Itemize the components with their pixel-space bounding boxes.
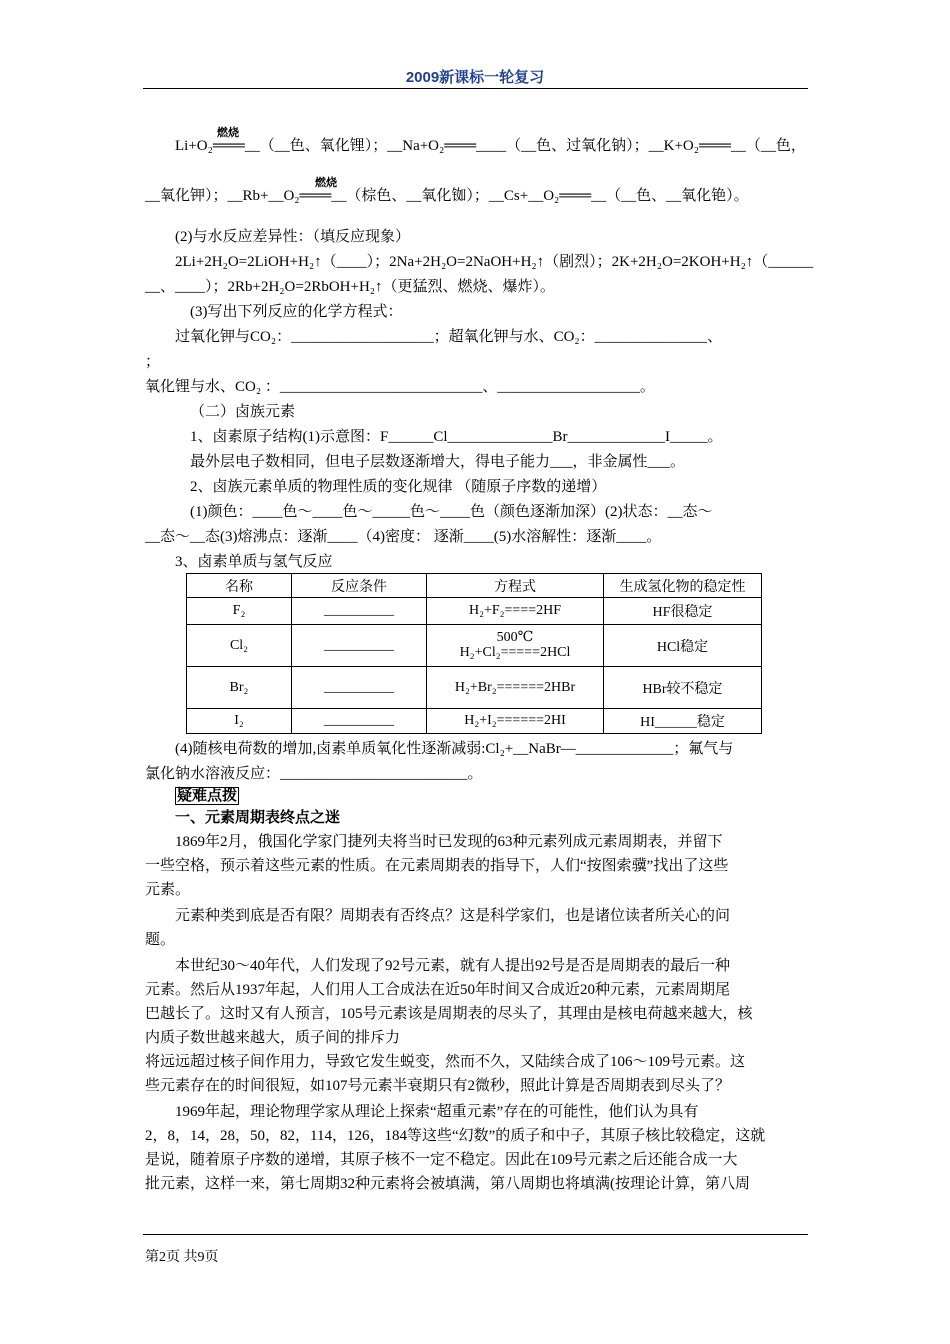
text-line: (2)与水反应差异性：（填反应现象） <box>175 229 410 245</box>
paragraph-line: 内质子数世越来越大，质子间的排斥力 <box>145 1030 401 1046</box>
table-row <box>187 709 762 734</box>
page-number: 第2页 共9页 <box>145 1250 219 1265</box>
table-cell: Cl₂ <box>187 625 292 667</box>
text-line: __、____）；2Rb+2H₂O=2RbOH+H₂↑（更猛烈、燃烧、爆炸）。 <box>145 279 556 295</box>
paragraph-line: 题。 <box>145 932 176 948</box>
table-header-cell: 名称 <box>187 574 292 598</box>
paragraph-line: 元素种类到底是否有限？周期表有否终点？这是科学家们，也是诸位读者所关心的问 <box>175 908 731 924</box>
text-line: (1)颜色：____色～____色～_____色～____色（颜色逐渐加深）(2)状态：__态～ <box>190 504 713 520</box>
footer-rule <box>143 1234 808 1235</box>
reaction-condition-label: 500℃ <box>496 629 534 645</box>
halogen-hydrogen-table <box>186 573 762 734</box>
paragraph-line: 元素。 <box>145 882 191 898</box>
text-line: (3)写出下列反应的化学方程式： <box>190 304 403 320</box>
text-line: 氯化钠水溶液反应：_________________________。 <box>145 766 483 782</box>
paragraph-line: 将远远超过核子间作用力，导致它发生蜕变，然而不久，又陆续合成了106～109号元素。这 <box>145 1054 746 1070</box>
paragraph-line: 些元素存在的时间很短，如107号元素半衰期只有2微秒，照此计算是否周期表到尽头了？ <box>145 1078 731 1094</box>
text-line: Li+O₂═══__（__色、氧化锂）；__Na+O₂═══____（__色、过氧化钠）；__K+O₂═══__（__色， <box>175 138 806 154</box>
text-line: 2Li+2H₂O=2LiOH+H₂↑（____）；2Na+2H₂O=2NaOH+H₂↑（剧烈）；2K+2H₂O=2KOH+H₂↑（______ <box>175 254 814 270</box>
paragraph-line: 2，8，14，28，50，82，114，126，184等这些“幻数”的质子和中子，其原子核比较稳定，这就 <box>145 1128 766 1144</box>
paragraph-line: 一些空格，预示着这些元素的性质。在元素周期表的指导下，人们“按图索骥”找出了这些 <box>145 858 729 874</box>
paragraph-line: 1869年2月，俄国化学家门捷列夫将当时已发现的63种元素列成元素周期表，并留下 <box>175 834 723 850</box>
table-cell: __________ <box>292 709 427 734</box>
table-cell: __________ <box>292 625 427 667</box>
table-header-row <box>187 574 762 598</box>
text-line: ； <box>145 354 161 370</box>
table-cell <box>427 625 604 667</box>
text-line: __氧化钾）；__Rb+__O₂═══__（棕色、__氧化铷）；__Cs+__O₂═══__（__色、__氧化铯）。 <box>145 188 749 204</box>
table-cell: H₂+I₂======2HI <box>427 709 604 734</box>
header-title: 2009新课标一轮复习 <box>405 69 545 86</box>
header-rule <box>143 88 808 89</box>
text-line: 1、卤素原子结构(1)示意图：F______Cl______________Br_____________I_____。 <box>190 429 723 445</box>
paragraph-line: 是说，随着原子序数的递增，其原子核不一定不稳定。因此在109号元素之后还能合成一大 <box>145 1152 738 1168</box>
paragraph-line: 元素。然后从1937年起，人们用人工合成法在近50年时间又合成近20种元素，元素周期尾 <box>145 982 731 998</box>
table-cell: F₂ <box>187 598 292 625</box>
text-line: __态～__态(3)熔沸点：逐渐____（4)密度： 逐渐____(5)水溶解性：逐渐____。 <box>145 529 662 545</box>
text-line: （二）卤族元素 <box>190 404 296 420</box>
section-heading: 一、元素周期表终点之迷 <box>175 810 341 826</box>
table-cell: HBr较不稳定 <box>604 667 762 709</box>
section-label <box>175 785 840 807</box>
table-cell: HF很稳定 <box>604 598 762 625</box>
table-cell: Br₂ <box>187 667 292 709</box>
table-cell: __________ <box>292 667 427 709</box>
text-line: 3、卤素单质与氢气反应 <box>175 554 333 570</box>
text-line: 过氧化钾与CO₂：___________________；超氧化钾与水、CO₂：_______________、 <box>175 329 723 345</box>
table-cell: HCl稳定 <box>604 625 762 667</box>
table-header-cell: 生成氢化物的稳定性 <box>604 574 762 598</box>
table-cell: H₂+F₂====2HF <box>427 598 604 625</box>
paragraph-line: 本世纪30～40年代，人们发现了92号元素，就有人提出92号是否是周期表的最后一种 <box>175 958 731 974</box>
text-line: (4)随核电荷数的增加,卤素单质氧化性逐渐减弱:Cl₂+__NaBr—_____________；氟气与 <box>175 741 734 757</box>
table-cell: __________ <box>292 598 427 625</box>
reaction-condition-label: 燃烧 <box>315 177 337 189</box>
paragraph-line: 巴越长了。这时又有人预言，105号元素该是周期表的尽头了，其理由是核电荷越来越大，核 <box>145 1006 753 1022</box>
reaction-condition-label: 燃烧 <box>217 127 239 139</box>
table-header-cell: 反应条件 <box>292 574 427 598</box>
text-line: 2、卤族元素单质的物理性质的变化规律 （随原子序数的递增） <box>190 479 607 495</box>
paragraph-line: 1969年起，理论物理学家从理论上探索“超重元素”存在的可能性，他们认为具有 <box>175 1104 699 1120</box>
table-row <box>187 598 762 625</box>
table-cell: HI______稳定 <box>604 709 762 734</box>
table-cell: H₂+Br₂======2HBr <box>427 667 604 709</box>
section-label-box: 疑难点拨 <box>177 788 238 804</box>
equation-text: H₂+Cl₂=====2HCl <box>459 644 571 660</box>
text-line: 最外层电子数相同，但电子层数逐渐增大，得电子能力___，非金属性___。 <box>190 454 686 470</box>
text-line: 氧化锂与水、CO₂ ：___________________________、___________________。 <box>145 379 655 395</box>
table-row <box>187 667 762 709</box>
table-header-cell: 方程式 <box>427 574 604 598</box>
table-row <box>187 625 762 667</box>
paragraph-line: 批元素，这样一来，第七周期32种元素将会被填满，第八周期也将填满(按理论计算，第八周 <box>145 1176 750 1192</box>
table-cell: I₂ <box>187 709 292 734</box>
